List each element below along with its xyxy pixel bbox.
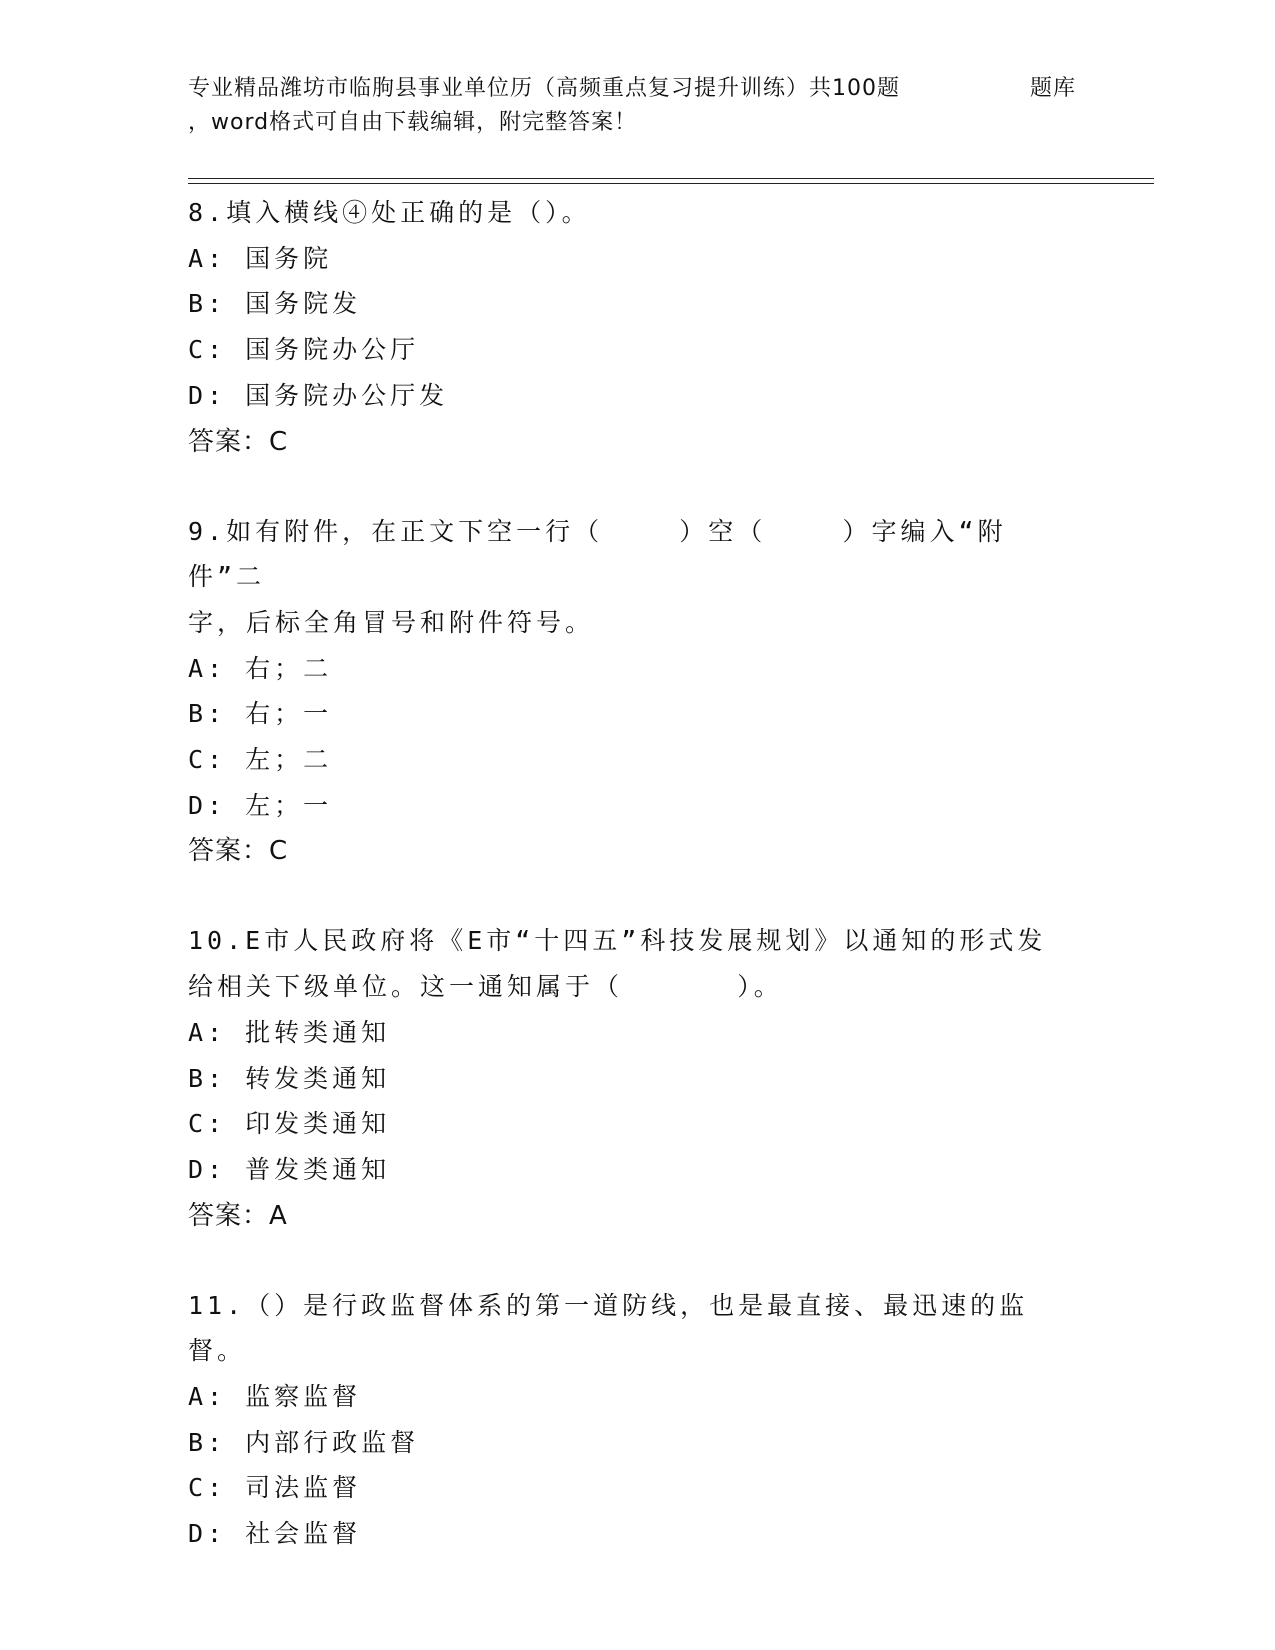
option-a: A: 国务院 (188, 243, 333, 273)
option-b: B: 右；一 (188, 699, 333, 729)
header-line-1 (188, 72, 1148, 106)
option-c: C: 国务院办公厅 (188, 335, 420, 365)
option-a: A: 批转类通知 (188, 1017, 391, 1047)
option-b: B: 转发类通知 (188, 1063, 391, 1093)
option-d: D: 左；一 (188, 790, 333, 820)
question-10 (188, 918, 1068, 1238)
answer-line: 答案：C (188, 426, 289, 457)
option-d: D: 国务院办公厅发 (188, 380, 449, 410)
question-stem: 8.填入横线④处正确的是（）。 (188, 198, 591, 227)
question-stem: 10.E市人民政府将《E市“十四五”科技发展规划》以通知的形式发 (188, 926, 1047, 956)
question-list (188, 190, 1068, 1601)
option-c: C: 左；二 (188, 745, 333, 775)
question-11 (188, 1283, 1068, 1557)
option-a: A: 右；二 (188, 653, 333, 683)
answer-line: 答案：C (188, 836, 289, 867)
header-divider-top (188, 178, 1154, 179)
question-stem-continued: 字，后标全角冒号和附件符号。 (188, 607, 595, 637)
option-c: C: 司法监督 (188, 1473, 362, 1503)
question-8 (188, 190, 1068, 465)
option-a: A: 监察监督 (188, 1382, 362, 1412)
document-title: 专业精品潍坊市临朐县事业单位历（高频重点复习提升训练）共100题 (188, 76, 900, 101)
option-b: B: 内部行政监督 (188, 1427, 420, 1457)
option-d: D: 社会监督 (188, 1519, 362, 1549)
question-stem: 9.如有附件，在正文下空一行（ ）空（ ）字编入“附件”二 (188, 516, 1007, 592)
question-stem: 11.（）是行政监督体系的第一道防线，也是最直接、最迅速的监督。 (188, 1290, 1029, 1366)
question-stem-continued: 给相关下级单位。这一通知属于（ ）。 (188, 972, 783, 1002)
header-tag: 题库 (1030, 76, 1077, 101)
answer-line: 答案：A (188, 1200, 288, 1231)
question-9 (188, 509, 1068, 875)
document-subtitle: ，word格式可自由下载编辑，附完整答案！ (188, 110, 638, 135)
option-c: C: 印发类通知 (188, 1109, 391, 1139)
option-d: D: 普发类通知 (188, 1154, 391, 1184)
option-b: B: 国务院发 (188, 289, 362, 319)
page-header (188, 72, 1148, 140)
header-divider-bottom (188, 183, 1154, 184)
